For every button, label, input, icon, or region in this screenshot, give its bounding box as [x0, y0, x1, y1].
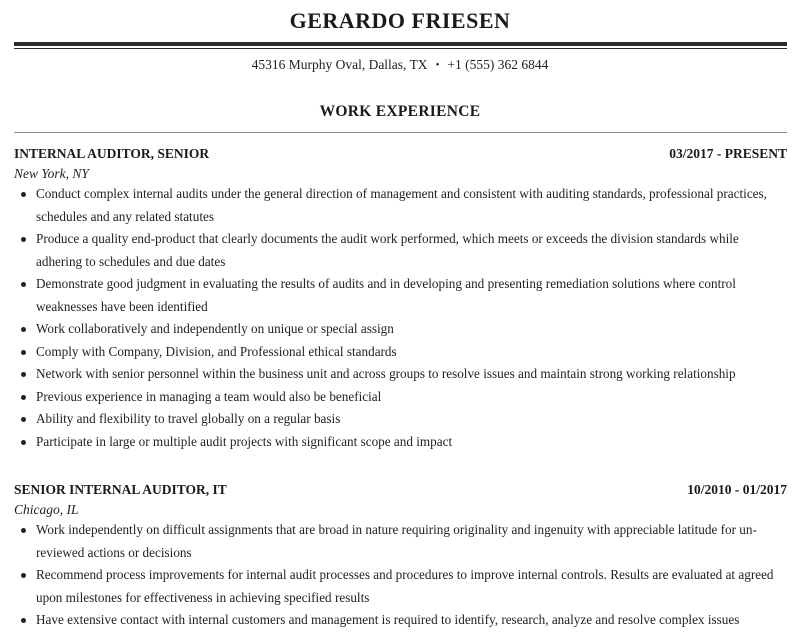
bullet-icon: [21, 192, 26, 197]
job-bullet-text: Ability and flexibility to travel globally on a regular basis: [36, 411, 341, 426]
section-title: WORK EXPERIENCE: [319, 103, 481, 120]
contact-phone: +1 (555) 362 6844: [447, 57, 549, 72]
job-bullet: [14, 519, 787, 564]
job-location: Chicago, IL: [14, 502, 79, 517]
job-bullet-text: Produce a quality end-product that clearly documents the audit work performed, which meets or exceeds the division standards while adhering to schedules and due dates: [36, 231, 739, 269]
job-bullet-text: Work independently on difficult assignments that are broad in nature requiring originality and ingenuity with appreciable latitude for un-reviewed actions or decisions: [36, 522, 757, 560]
job-bullet-text: Recommend process improvements for internal audit processes and procedures to improve internal controls. Results are evaluated at agreed upon milestones for effectiveness in achieving specified results: [36, 567, 774, 605]
bullet-icon: [21, 440, 26, 445]
job-header: [14, 482, 787, 500]
job-bullet: [14, 431, 787, 454]
bullet-icon: [21, 395, 26, 400]
contact-address: 45316 Murphy Oval, Dallas, TX: [251, 57, 428, 72]
job-entry: [14, 482, 787, 632]
job-bullet-text: Have extensive contact with internal customers and management is required to identify, research, analyze and resolve complex issues: [36, 612, 740, 627]
job-bullet-text: Comply with Company, Division, and Professional ethical standards: [36, 343, 397, 359]
job-bullet-text: Demonstrate good judgment in evaluating the results of audits and in developing and presenting remediation solutions where control weaknesses have been identified: [36, 276, 736, 314]
job-title: SENIOR INTERNAL AUDITOR, IT: [14, 482, 227, 497]
job-bullet: [14, 564, 787, 609]
job-bullet: [14, 408, 787, 431]
job-bullet-text: Conduct complex internal audits under the general direction of management and consistent with auditing standards, professional practices, schedules and any related statutes: [36, 186, 767, 224]
job-header: [14, 146, 787, 164]
bullet-icon: [21, 350, 26, 355]
job-bullet: [14, 318, 787, 341]
contact-line: [0, 57, 800, 73]
bullet-icon: [21, 372, 26, 377]
header-divider-thin: [14, 48, 787, 49]
bullet-icon: [21, 618, 26, 623]
job-bullet: [14, 183, 787, 228]
job-bullet: [14, 273, 787, 318]
job-bullet: [14, 363, 787, 386]
job-bullet: [14, 386, 787, 409]
section-divider: [14, 132, 787, 133]
bullet-icon: [21, 282, 26, 287]
header-divider-thick: [14, 42, 787, 46]
bullet-icon: [21, 237, 26, 242]
candidate-name: GERARDO FRIESEN: [289, 8, 511, 33]
job-title: INTERNAL AUDITOR, SENIOR: [14, 146, 210, 161]
contact-separator: •: [435, 59, 440, 71]
job-bullet-text: Previous experience in managing a team would also be beneficial: [36, 388, 382, 404]
job-location: New York, NY: [14, 166, 89, 181]
bullet-icon: [21, 327, 26, 332]
job-bullet-list: [14, 183, 787, 453]
job-bullet-text: Work collaboratively and independently on unique or special assign: [36, 321, 394, 336]
job-dates: 03/2017 - PRESENT: [669, 146, 787, 161]
job-entry: [14, 146, 787, 453]
job-bullet-text: Participate in large or multiple audit projects with significant scope and impact: [36, 433, 453, 449]
job-bullet: [14, 341, 787, 364]
job-bullet-text: Network with senior personnel within the business unit and across groups to resolve issues and maintain strong working relationship: [36, 366, 736, 381]
bullet-icon: [21, 417, 26, 422]
bullet-icon: [21, 573, 26, 578]
job-dates: 10/2010 - 01/2017: [687, 482, 787, 497]
job-bullet: [14, 609, 787, 632]
job-bullet-list: [14, 519, 787, 632]
job-bullet: [14, 228, 787, 273]
bullet-icon: [21, 528, 26, 533]
